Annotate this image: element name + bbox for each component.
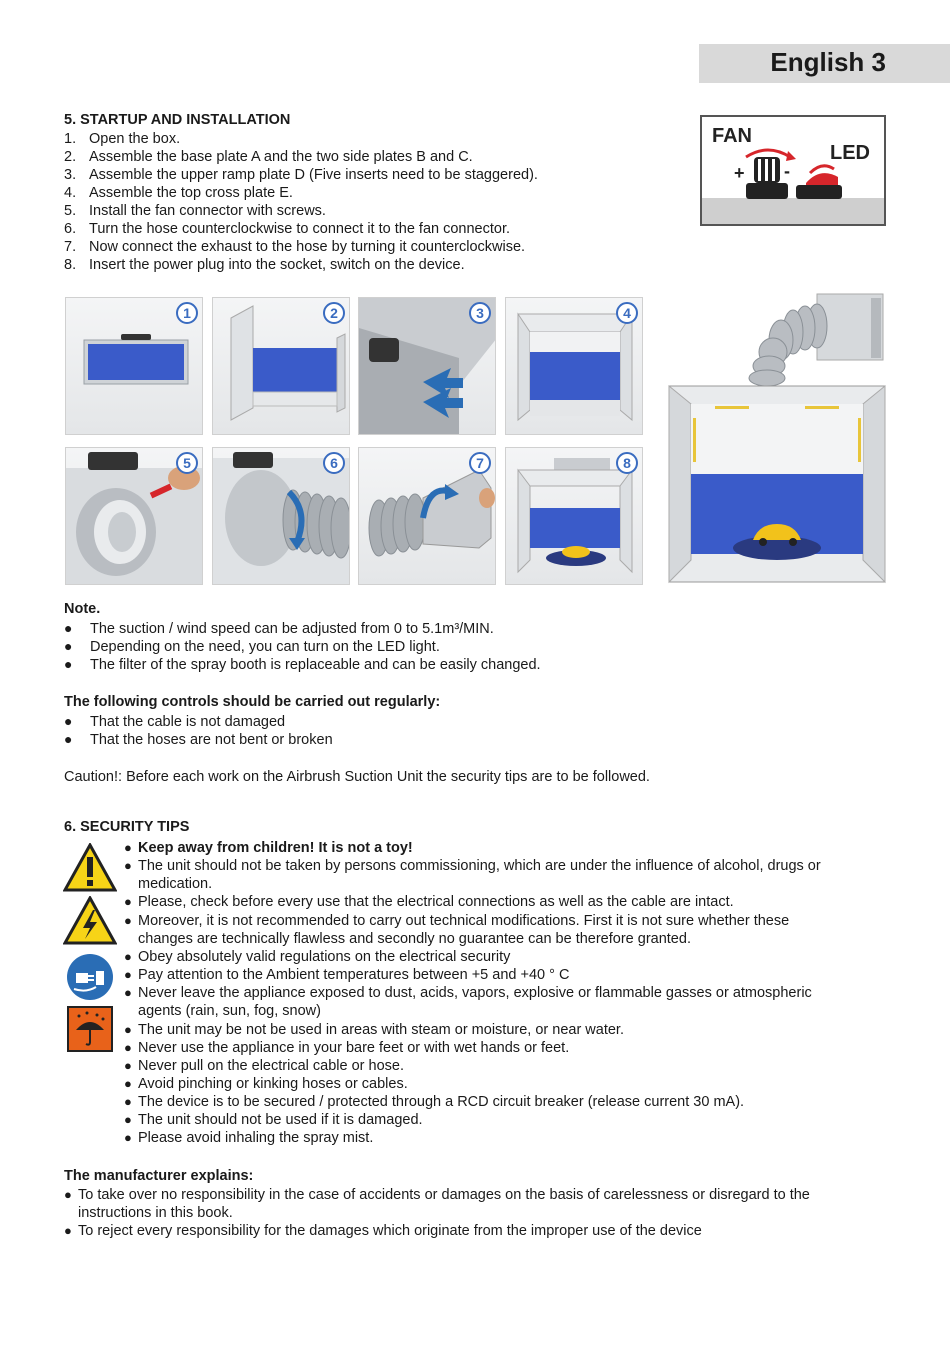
step-text: Assemble the top cross plate E. xyxy=(89,185,293,201)
security-tip-line xyxy=(124,1002,321,1020)
security-tip-line xyxy=(124,1111,423,1129)
step-photo-3 xyxy=(358,297,496,435)
control-item xyxy=(64,712,285,731)
security-tip-line xyxy=(124,912,789,930)
control-item xyxy=(64,730,333,749)
caution-text: Caution!: Before each work on the Airbrush Suction Unit the security tips are to be followed. xyxy=(64,769,650,785)
step-text: Turn the hose counterclockwise to connect it to the fan connector. xyxy=(89,221,511,237)
security-tip-text: Please, check before every use that the electrical connections as well as the cable are intact. xyxy=(138,894,734,911)
installation-step xyxy=(64,148,473,166)
security-tip-line xyxy=(124,966,569,984)
security-tip-line xyxy=(124,1075,408,1093)
security-tip-text: The device is to be secured / protected through a RCD circuit breaker (release current 30 mA). xyxy=(138,1094,745,1111)
note-item xyxy=(64,655,541,674)
step-number: 3. xyxy=(64,167,77,183)
security-tip-text: Keep away from children! It is not a toy! xyxy=(138,840,413,856)
note-text: Depending on the need, you can turn on the LED light. xyxy=(90,639,440,655)
security-tip-line xyxy=(124,893,734,911)
bullet-icon: ● xyxy=(64,638,73,654)
bullet-icon: ● xyxy=(64,656,73,672)
note-text: The filter of the spray booth is replaceable and can be easily changed. xyxy=(90,657,541,673)
security-tip-line xyxy=(124,875,212,893)
unplug-before-service-icon xyxy=(66,953,114,1001)
security-tip-text: The unit should not be taken by persons commissioning, which are under the influence of alcohol, drugs or xyxy=(138,858,821,875)
manufacturer-text: To take over no responsibility in the case of accidents or damages on the basis of carelessness or disregard to the xyxy=(78,1187,810,1203)
bullet-icon: ● xyxy=(64,620,73,636)
bullet-icon: ● xyxy=(124,858,132,874)
security-tip-line xyxy=(124,948,510,966)
security-tip-text: Moreover, it is not recommended to carry out technical modifications. First it is not sure whether these xyxy=(138,912,790,929)
bullet-icon: ● xyxy=(124,948,132,964)
manufacturer-text: instructions in this book. xyxy=(78,1205,233,1222)
security-tip-text: medication. xyxy=(138,876,213,893)
note-text: The suction / wind speed can be adjusted from 0 to 5.1m³/MIN. xyxy=(90,621,494,637)
step-badge: 5 xyxy=(176,452,198,474)
keep-dry-icon xyxy=(67,1006,113,1052)
general-warning-icon xyxy=(63,843,117,893)
step-badge: 3 xyxy=(469,302,491,324)
step-text: Open the box. xyxy=(89,131,181,147)
security-tip-line xyxy=(124,1039,569,1057)
security-tip-line xyxy=(124,1057,404,1075)
installation-step xyxy=(64,166,538,184)
security-tip-text: agents (rain, sun, fog, snow) xyxy=(138,1003,321,1020)
page-label: English 3 xyxy=(770,47,886,77)
security-tip-text: changes are technically flawless and secondly no guarantee can be therefore granted. xyxy=(138,930,691,947)
installation-step xyxy=(64,238,525,256)
minus-sign: - xyxy=(784,161,790,181)
step-number: 8. xyxy=(64,257,77,273)
bullet-icon: ● xyxy=(124,894,132,910)
security-tip-line xyxy=(124,1129,373,1147)
installation-step xyxy=(64,202,326,220)
security-tip-line xyxy=(124,1093,744,1111)
security-tip-text: The unit should not be used if it is damaged. xyxy=(138,1112,423,1129)
electrical-hazard-icon xyxy=(63,896,117,946)
step-photo-1 xyxy=(65,297,203,435)
security-tip-line xyxy=(124,930,691,948)
step-text: Insert the power plug into the socket, switch on the device. xyxy=(89,257,465,273)
step-photo-4 xyxy=(505,297,643,435)
controls-title: The following controls should be carried out regularly: xyxy=(64,694,441,710)
section6-title: 6. SECURITY TIPS xyxy=(64,819,190,835)
plus-sign: + xyxy=(734,163,745,183)
step-photo-6 xyxy=(212,447,350,585)
bullet-icon: ● xyxy=(64,731,73,747)
step-number: 1. xyxy=(64,131,77,147)
bullet-icon: ● xyxy=(124,1130,132,1146)
security-tip-text: Pay attention to the Ambient temperatures between +5 and +40 ° C xyxy=(138,967,570,984)
security-tip-text: Never use the appliance in your bare feet or with wet hands or feet. xyxy=(138,1039,570,1056)
step-badge: 2 xyxy=(323,302,345,324)
security-tip-line xyxy=(124,984,812,1002)
bullet-icon: ● xyxy=(124,967,132,983)
manufacturer-title: The manufacturer explains: xyxy=(64,1168,254,1184)
step-photo-8 xyxy=(505,447,643,585)
installation-step xyxy=(64,220,510,238)
manufacturer-line xyxy=(64,1186,810,1204)
step-badge: 7 xyxy=(469,452,491,474)
step-badge: 1 xyxy=(176,302,198,324)
control-panel-illustration xyxy=(700,115,886,226)
step-badge: 6 xyxy=(323,452,345,474)
note-title: Note. xyxy=(64,601,101,617)
step-number: 4. xyxy=(64,185,77,201)
page-header-tab xyxy=(699,44,950,83)
step-number: 5. xyxy=(64,203,77,219)
manufacturer-line xyxy=(64,1222,702,1240)
bullet-icon: ● xyxy=(124,1039,132,1055)
security-tip-text: Never leave the appliance exposed to dust, acids, vapors, explosive or flammable gasses or atmospheric xyxy=(138,985,812,1002)
spray-booth-illustration xyxy=(667,292,887,584)
step-number: 2. xyxy=(64,149,77,165)
bullet-icon: ● xyxy=(64,713,73,729)
bullet-icon: ● xyxy=(64,1223,72,1239)
step-photo-5 xyxy=(65,447,203,585)
control-text: That the hoses are not bent or broken xyxy=(90,732,333,748)
assembled-booth-image xyxy=(667,292,887,584)
step-text: Now connect the exhaust to the hose by turning it counterclockwise. xyxy=(89,239,526,255)
bullet-icon: ● xyxy=(124,912,132,928)
fan-led-knobs-icon xyxy=(702,117,888,228)
security-tip-text: Avoid pinching or kinking hoses or cables. xyxy=(138,1075,408,1092)
control-text: That the cable is not damaged xyxy=(90,714,286,730)
bullet-icon: ● xyxy=(124,1075,132,1091)
bullet-icon: ● xyxy=(124,985,132,1001)
note-item xyxy=(64,619,494,638)
bullet-icon: ● xyxy=(124,1112,132,1128)
section5-title: 5. STARTUP AND INSTALLATION xyxy=(64,112,291,128)
fan-label: FAN xyxy=(712,125,752,147)
bullet-icon: ● xyxy=(64,1187,72,1202)
manufacturer-line xyxy=(64,1204,233,1222)
security-tip-text: Please avoid inhaling the spray mist. xyxy=(138,1130,374,1147)
installation-step xyxy=(64,130,180,148)
step-number: 6. xyxy=(64,221,77,237)
security-tip-line xyxy=(124,839,413,857)
step-badge: 8 xyxy=(616,452,638,474)
bullet-icon: ● xyxy=(124,1057,132,1073)
led-label: LED xyxy=(830,142,870,164)
manufacturer-text: To reject every responsibility for the damages which originate from the improper use of the device xyxy=(78,1223,702,1240)
step-number: 7. xyxy=(64,239,77,255)
installation-step xyxy=(64,256,465,274)
bullet-icon: ● xyxy=(124,1094,132,1110)
security-tip-line xyxy=(124,857,821,875)
security-tip-text: The unit may be not be used in areas with steam or moisture, or near water. xyxy=(138,1021,624,1038)
step-photo-7 xyxy=(358,447,496,585)
step-text: Assemble the base plate A and the two side plates B and C. xyxy=(89,149,473,165)
step-text: Install the fan connector with screws. xyxy=(89,203,326,219)
bullet-icon: ● xyxy=(124,840,132,855)
bullet-icon: ● xyxy=(124,1021,132,1037)
step-text: Assemble the upper ramp plate D (Five inserts need to be staggered). xyxy=(89,167,538,183)
installation-step xyxy=(64,184,293,202)
step-badge: 4 xyxy=(616,302,638,324)
security-tip-line xyxy=(124,1021,624,1039)
step-photo-2 xyxy=(212,297,350,435)
security-tip-text: Obey absolutely valid regulations on the electrical security xyxy=(138,948,511,965)
note-item xyxy=(64,637,440,656)
security-tip-text: Never pull on the electrical cable or hose. xyxy=(138,1057,404,1074)
